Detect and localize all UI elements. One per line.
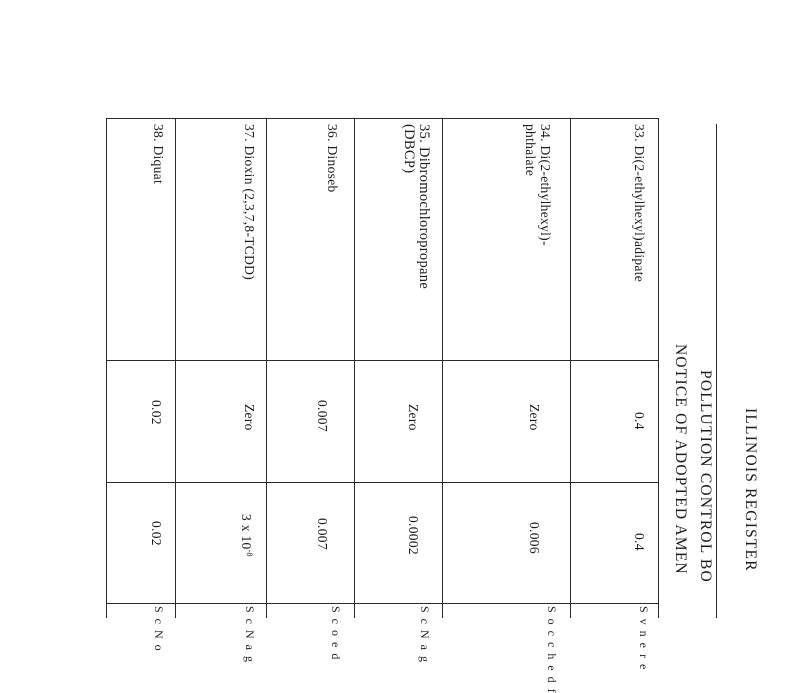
header-notice-title: NOTICE OF ADOPTED AMEN bbox=[672, 344, 689, 575]
table-cell-contaminant: 36. Dinoseb bbox=[325, 124, 340, 193]
table-cell-goal: 0.007 bbox=[315, 400, 330, 432]
table-border-column-1 bbox=[106, 360, 658, 361]
table-border-column-2 bbox=[106, 482, 658, 483]
table-border-left bbox=[106, 118, 107, 618]
table-border-top bbox=[106, 118, 658, 119]
table-cell-limit bbox=[239, 514, 257, 557]
truncated-cell-text: S c N o bbox=[152, 606, 166, 651]
table-cell-goal: Zero bbox=[527, 404, 542, 431]
table-cell-goal: 0.02 bbox=[149, 400, 164, 425]
truncated-cell-text: S o c c h e d f bbox=[545, 606, 559, 693]
header-register-title: ILLINOIS REGISTER bbox=[742, 408, 759, 572]
limit-exponent: -8 bbox=[245, 549, 254, 557]
table-cell-limit: 0.007 bbox=[315, 518, 330, 550]
table-cell-goal: 0.4 bbox=[632, 412, 647, 430]
row-divider bbox=[570, 118, 571, 618]
table-cell-contaminant: 35. Dibromochloropropane (DBCP) bbox=[401, 124, 432, 290]
truncated-cell-text: S c o e d bbox=[329, 606, 343, 660]
table-cell-contaminant: 34. Di(2-ethylhexyl)- phthalate bbox=[523, 124, 553, 246]
table-cell-limit: 0.4 bbox=[632, 533, 647, 551]
table-cell-contaminant: 33. Di(2-ethylhexyl)adipate bbox=[632, 124, 647, 283]
truncated-cell-text: S c N a g bbox=[243, 606, 257, 662]
row-divider bbox=[442, 118, 443, 618]
limit-base: 3 x 10 bbox=[239, 514, 254, 550]
table-cell-goal: Zero bbox=[406, 404, 421, 431]
table-border-right bbox=[658, 118, 659, 618]
table-border-column-3 bbox=[106, 603, 658, 604]
row-divider bbox=[354, 118, 355, 618]
table-cell-limit: 0.006 bbox=[527, 522, 542, 554]
truncated-cell-text: S v n e r e bbox=[637, 606, 651, 670]
row-divider bbox=[175, 118, 176, 618]
table-cell-limit: 0.0002 bbox=[406, 516, 421, 555]
truncated-cell-text: S c N a g bbox=[418, 606, 432, 662]
table-cell-limit: 0.02 bbox=[149, 521, 164, 546]
header-board-title: POLLUTION CONTROL BO bbox=[697, 370, 714, 583]
table-cell-contaminant: 37. Dioxin (2,3,7,8-TCDD) bbox=[242, 124, 257, 280]
table-cell-goal: Zero bbox=[242, 404, 257, 431]
table-cell-contaminant: 38. Diquat bbox=[151, 124, 166, 184]
row-divider bbox=[266, 118, 267, 618]
